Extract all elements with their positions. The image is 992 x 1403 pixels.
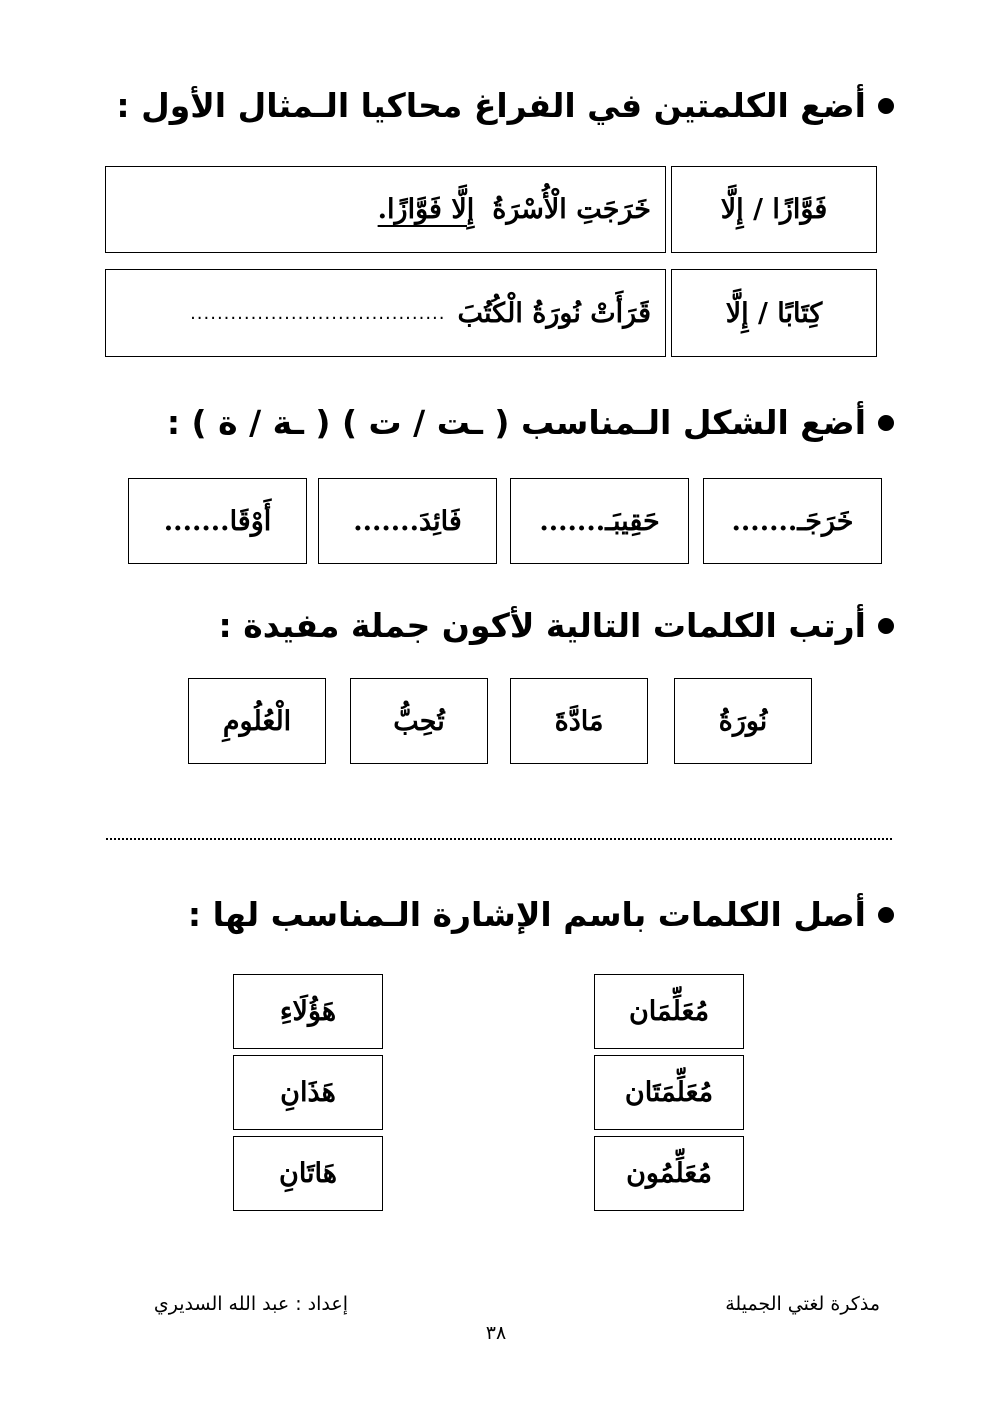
section3-word-4: الْعُلُومِ: [222, 705, 292, 737]
answer-dotted-line[interactable]: [106, 838, 892, 840]
section2-word-box-4[interactable]: [128, 478, 307, 564]
section1-row2-sentence-box: [105, 269, 666, 357]
section1-heading: [116, 86, 894, 125]
row1-words: فَوَّازًا / إِلَّا: [720, 194, 828, 225]
footer-book-title: مذكرة لغتي الجميلة: [725, 1293, 880, 1315]
section2-word-box-2[interactable]: [510, 478, 689, 564]
section3-word-box-2[interactable]: [510, 678, 648, 764]
match-left-word-1: هَؤُلَاءِ: [279, 996, 337, 1027]
row1-answer: إِلَّا فَوَّازًا.: [377, 194, 475, 225]
section1-heading-text: أضع الكلمتين في الفراغ محاكيا الـمثال الأول :: [116, 86, 866, 125]
match-right-box-3[interactable]: [594, 1136, 744, 1211]
match-left-word-2: هَذَانِ: [280, 1077, 336, 1108]
section4-heading: [188, 895, 894, 934]
section2-word-box-3[interactable]: [318, 478, 497, 564]
section3-heading-text: أرتب الكلمات التالية لأكون جملة مفيدة :: [218, 606, 866, 645]
row2-blank[interactable]: ......................................: [190, 302, 446, 324]
section1-row1-words-box: [671, 166, 877, 253]
section2-heading: [167, 403, 894, 442]
row1-sentence: خَرَجَتِ الْأُسْرَةُ: [492, 194, 651, 225]
section3-word-2: مَادَّةَ: [554, 705, 604, 737]
match-left-box-1[interactable]: [233, 974, 383, 1049]
match-right-word-3: مُعَلِّمُون: [626, 1158, 712, 1189]
section3-word-1: نُورَةُ: [718, 705, 768, 737]
bullet-icon: [878, 907, 894, 923]
row2-sentence: قَرَأَتْ نُورَةُ الْكُتُبَ: [457, 297, 651, 329]
section2-word-4: أَوْقَا.......: [163, 505, 272, 537]
match-left-box-2[interactable]: [233, 1055, 383, 1130]
match-right-box-1[interactable]: [594, 974, 744, 1049]
match-right-word-2: مُعَلِّمَتَان: [624, 1077, 714, 1108]
section3-word-3: تُحِبُّ: [393, 705, 445, 737]
section2-heading-text: أضع الشكل الـمناسب ( ـت / ت ) ( ـة / ة ) :: [166, 403, 866, 442]
section1-row1-sentence-box: [105, 166, 666, 253]
bullet-icon: [878, 618, 894, 634]
section2-word-box-1[interactable]: [703, 478, 882, 564]
match-left-box-3[interactable]: [233, 1136, 383, 1211]
footer-author: إعداد : عبد الله السديري: [153, 1293, 348, 1315]
section3-heading: [219, 606, 894, 645]
section3-word-box-1[interactable]: [674, 678, 812, 764]
section3-word-box-3[interactable]: [350, 678, 488, 764]
section2-word-2: حَقِيبَـ.......: [539, 505, 660, 537]
section4-heading-text: أصل الكلمات باسم الإشارة الـمناسب لها :: [187, 895, 866, 934]
bullet-icon: [878, 98, 894, 114]
row2-words: كِتَابًا / إِلَّا: [725, 297, 823, 329]
page-number: ٣٨: [485, 1322, 507, 1344]
section1-row2-words-box: [671, 269, 877, 357]
section2-word-1: خَرَجَـ.......: [731, 505, 854, 537]
match-right-word-1: مُعَلِّمَان: [628, 996, 710, 1027]
match-left-word-3: هَاتَانِ: [278, 1158, 338, 1189]
bullet-icon: [878, 415, 894, 431]
match-right-box-2[interactable]: [594, 1055, 744, 1130]
section3-word-box-4[interactable]: [188, 678, 326, 764]
section2-word-3: فَائِدَ.......: [353, 505, 462, 537]
